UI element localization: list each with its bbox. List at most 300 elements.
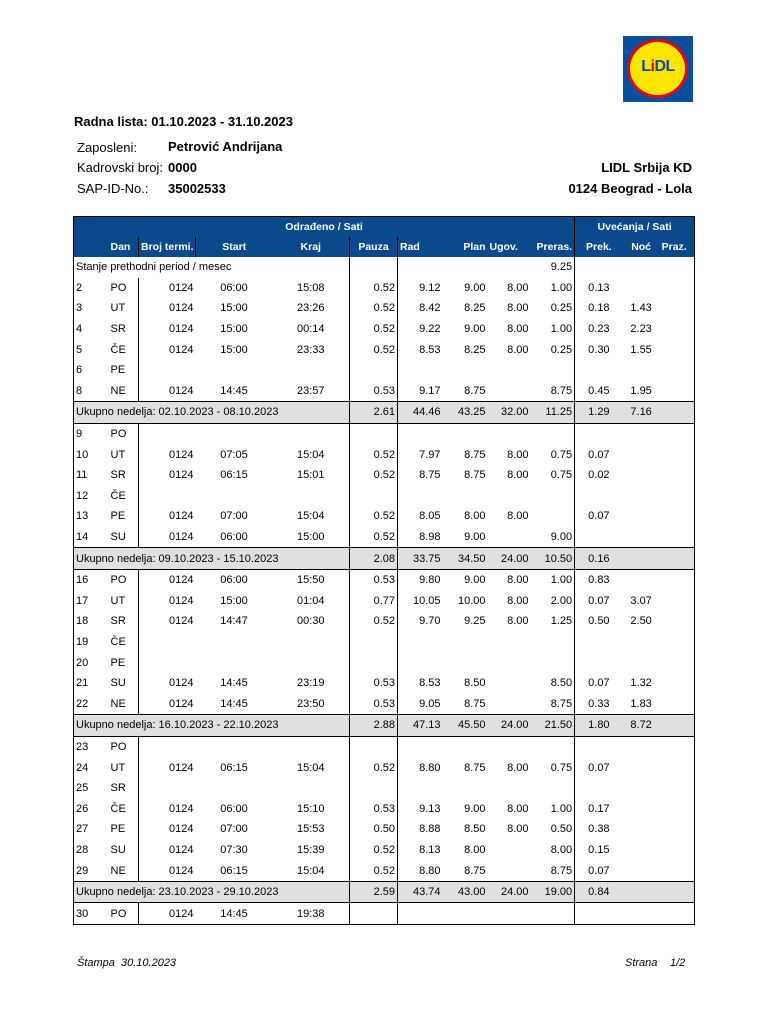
table-cell: 0124	[139, 444, 196, 465]
table-cell: 15:00	[220, 343, 248, 356]
table-cell	[196, 736, 273, 757]
table-cell: 1.00	[550, 281, 573, 294]
table-cell: PO	[110, 740, 127, 753]
table-cell: 6	[74, 360, 109, 381]
table-row	[74, 652, 695, 673]
table-cell	[139, 778, 196, 799]
table-cell: 0124	[139, 319, 196, 340]
summary-ugov: 24.00	[488, 715, 531, 737]
previous-period-label: Stanje prethodni period / mesec	[74, 257, 350, 278]
week-summary-row	[74, 548, 695, 570]
table-cell	[623, 860, 660, 881]
table-cell	[660, 819, 695, 840]
table-cell: SU	[110, 843, 126, 856]
table-cell: SR	[110, 782, 126, 795]
sap-value: 35002533	[168, 181, 226, 196]
table-cell: 06:00	[220, 531, 248, 544]
table-cell: 14:45	[220, 677, 248, 690]
previous-period-value: 9.25	[550, 261, 573, 274]
column-header: Ugov.	[488, 237, 531, 257]
table-cell	[398, 486, 443, 507]
table-cell	[623, 632, 660, 653]
summary-praz	[660, 881, 695, 903]
table-cell: 0124	[139, 673, 196, 694]
table-row	[74, 736, 695, 757]
table-cell: 0.07	[575, 860, 623, 881]
table-cell: 15:39	[296, 843, 325, 856]
table-cell: 0124	[139, 819, 196, 840]
table-cell: ČE	[110, 489, 126, 502]
table-cell: 7.97	[398, 444, 443, 465]
table-cell: 06:00	[220, 574, 248, 587]
table-cell: 23:57	[296, 384, 325, 397]
table-cell: 14:47	[220, 615, 248, 628]
table-cell	[623, 465, 660, 486]
table-cell	[660, 298, 695, 319]
table-row	[74, 778, 695, 799]
table-cell: 0.52	[350, 278, 398, 299]
summary-prek: 1.80	[575, 715, 623, 737]
table-cell: 9.25	[464, 615, 486, 628]
summary-rad: 33.75	[398, 548, 443, 570]
table-row	[74, 486, 695, 507]
table-cell: 1.55	[630, 343, 652, 356]
table-cell	[488, 778, 531, 799]
table-cell	[660, 632, 695, 653]
table-cell: 22	[74, 693, 109, 714]
table-row	[74, 465, 695, 486]
table-cell: 9.00	[464, 531, 486, 544]
week-summary-row	[74, 881, 695, 903]
table-cell	[660, 591, 695, 612]
table-cell: 18	[74, 611, 109, 632]
table-cell: 0124	[139, 611, 196, 632]
week-summary-label: Ukupno nedelja: 02.10.2023 - 08.10.2023	[74, 402, 350, 424]
table-cell: 8.75	[550, 864, 573, 877]
table-cell	[660, 444, 695, 465]
table-cell	[660, 652, 695, 673]
table-cell: 13	[74, 506, 109, 527]
column-header: Praz.	[660, 237, 695, 257]
table-cell: 15:00	[220, 323, 248, 336]
table-cell	[660, 465, 695, 486]
table-cell: UT	[110, 448, 126, 461]
table-row	[74, 673, 695, 694]
table-cell: 8.00	[507, 761, 529, 774]
table-cell: 0124	[139, 757, 196, 778]
table-cell	[443, 778, 488, 799]
table-cell: 0124	[139, 465, 196, 486]
table-cell: 0.75	[550, 469, 573, 482]
table-cell	[531, 506, 575, 527]
table-cell: 0.07	[575, 506, 623, 527]
table-cell: 0.52	[350, 860, 398, 881]
table-cell: 8.25	[464, 302, 486, 315]
table-cell: 0.53	[350, 381, 398, 402]
table-cell: 15:50	[296, 574, 325, 587]
table-cell: 0.23	[575, 319, 623, 340]
table-row	[74, 591, 695, 612]
table-cell	[350, 903, 398, 925]
table-cell	[623, 360, 660, 381]
table-cell	[623, 506, 660, 527]
table-cell: 0124	[139, 527, 196, 548]
table-row	[74, 360, 695, 381]
table-cell: UT	[110, 594, 126, 607]
table-row	[74, 693, 695, 714]
table-cell: 0124	[139, 339, 196, 360]
table-cell: 15:04	[296, 448, 325, 461]
table-cell: 8.00	[464, 843, 486, 856]
table-cell: 19:38	[273, 903, 350, 925]
table-cell	[273, 423, 350, 444]
table-cell: 12	[74, 486, 109, 507]
week-summary-label: Ukupno nedelja: 23.10.2023 - 29.10.2023	[74, 881, 350, 903]
table-cell: 15:00	[220, 594, 248, 607]
table-cell	[273, 652, 350, 673]
summary-rad: 44.46	[398, 402, 443, 424]
table-cell	[139, 736, 196, 757]
table-cell: 28	[74, 840, 109, 861]
table-cell	[531, 423, 575, 444]
table-cell: 01:04	[296, 594, 325, 607]
summary-ugov: 24.00	[488, 548, 531, 570]
table-cell	[350, 423, 398, 444]
table-cell	[350, 632, 398, 653]
table-cell: 14:45	[220, 697, 248, 710]
table-cell: 0.02	[575, 465, 623, 486]
table-cell: 3.07	[630, 594, 652, 607]
table-cell: 0.45	[575, 381, 623, 402]
table-cell: 17	[74, 591, 109, 612]
table-cell	[660, 319, 695, 340]
table-cell: 0.07	[575, 757, 623, 778]
table-cell: SR	[110, 323, 126, 336]
table-cell: 0.50	[550, 823, 573, 836]
table-cell: 8.53	[398, 339, 443, 360]
table-cell: 8.75	[464, 469, 486, 482]
table-row	[74, 278, 695, 299]
table-cell	[488, 527, 531, 548]
summary-pauza: 2.88	[350, 715, 398, 737]
table-cell: 0124	[139, 298, 196, 319]
table-cell	[273, 486, 350, 507]
table-cell: 0.53	[350, 693, 398, 714]
summary-pauza: 2.61	[350, 402, 398, 424]
table-cell: 9.05	[398, 693, 443, 714]
table-cell	[531, 486, 575, 507]
table-cell: PO	[109, 903, 139, 925]
table-cell: 15:01	[296, 469, 325, 482]
table-cell: 0124	[139, 903, 196, 925]
table-cell: 8.00	[507, 574, 529, 587]
table-cell	[575, 903, 623, 925]
table-cell: 8.00	[550, 843, 573, 856]
cell	[350, 257, 398, 278]
table-row	[74, 840, 695, 861]
column-header: Pauza	[350, 237, 398, 257]
week-summary-label: Ukupno nedelja: 16.10.2023 - 22.10.2023	[74, 715, 350, 737]
table-cell: 8.75	[464, 697, 486, 710]
table-cell: 0.30	[575, 339, 623, 360]
table-cell: 1.43	[630, 302, 652, 315]
table-cell: 9.17	[398, 381, 443, 402]
table-cell: UT	[110, 302, 126, 315]
group-header-bonus: Uvećanja / Sati	[575, 217, 695, 238]
table-cell: 00:30	[296, 615, 325, 628]
table-cell: 8.50	[464, 677, 486, 690]
table-cell	[443, 632, 488, 653]
table-cell: 8.00	[507, 802, 529, 815]
table-cell: 30	[74, 903, 109, 925]
table-cell: 1.00	[550, 574, 573, 587]
table-cell	[623, 840, 660, 861]
table-cell: 9	[74, 423, 109, 444]
table-cell	[660, 736, 695, 757]
table-cell: 0.53	[350, 569, 398, 590]
table-cell: 8.80	[398, 757, 443, 778]
table-cell	[488, 903, 531, 925]
table-cell: 8.75	[464, 384, 486, 397]
summary-praz	[660, 715, 695, 737]
column-header: Rad	[398, 237, 443, 257]
week-summary-row	[74, 402, 695, 424]
cell	[398, 257, 531, 278]
table-cell	[575, 423, 623, 444]
table-cell: 2.50	[630, 615, 652, 628]
table-cell: 11	[74, 465, 109, 486]
table-cell: 23:26	[296, 302, 325, 315]
table-cell: 25	[74, 778, 109, 799]
table-cell	[443, 360, 488, 381]
page-title: Radna lista: 01.10.2023 - 31.10.2023	[74, 114, 293, 129]
table-cell: 15:04	[296, 510, 325, 523]
staff-no-label: Kadrovski broj:	[77, 160, 163, 175]
table-cell: SU	[110, 677, 126, 690]
table-row	[74, 339, 695, 360]
table-cell	[575, 736, 623, 757]
store-name: 0124 Beograd - Lola	[568, 181, 692, 196]
table-cell: 0.18	[575, 298, 623, 319]
table-cell: UT	[110, 761, 126, 774]
table-cell	[488, 652, 531, 673]
column-header: Plan	[443, 237, 488, 257]
summary-prek: 0.16	[575, 548, 623, 570]
table-row	[74, 632, 695, 653]
table-cell: 8.00	[507, 323, 529, 336]
table-cell: 23:50	[296, 697, 325, 710]
table-cell: NE	[110, 864, 126, 877]
table-cell: 2.00	[550, 594, 573, 607]
table-cell: PE	[110, 364, 126, 377]
table-cell: 2	[74, 278, 109, 299]
table-cell: 0124	[139, 693, 196, 714]
table-row	[74, 319, 695, 340]
table-cell	[443, 652, 488, 673]
summary-noc: 8.72	[623, 715, 660, 737]
table-cell: 0.38	[575, 819, 623, 840]
table-cell	[488, 423, 531, 444]
summary-noc	[623, 548, 660, 570]
table-row	[74, 506, 695, 527]
table-cell	[660, 360, 695, 381]
summary-plan: 45.50	[443, 715, 488, 737]
table-cell: 8.05	[398, 506, 443, 527]
table-cell: 10.00	[457, 594, 486, 607]
summary-pauza: 2.08	[350, 548, 398, 570]
print-date: 30.10.2023	[121, 957, 177, 969]
table-cell: 0.83	[575, 569, 623, 590]
table-row	[74, 860, 695, 881]
summary-praz	[660, 402, 695, 424]
table-cell: 8.75	[464, 761, 486, 774]
table-cell	[660, 486, 695, 507]
summary-preras: 21.50	[531, 715, 575, 737]
table-cell: 8.00	[507, 469, 529, 482]
table-cell	[443, 903, 488, 925]
table-cell: 0.75	[550, 761, 573, 774]
table-row	[74, 298, 695, 319]
table-cell	[660, 423, 695, 444]
table-cell	[660, 798, 695, 819]
table-cell	[575, 486, 623, 507]
table-cell	[623, 569, 660, 590]
column-header-row	[74, 237, 695, 257]
table-cell: 0.52	[350, 506, 398, 527]
company-name: LIDL Srbija KD	[601, 160, 692, 175]
table-cell: PE	[110, 510, 126, 523]
print-label: Štampa	[77, 957, 115, 969]
table-cell: 15:53	[296, 823, 325, 836]
table-cell: 0.75	[550, 448, 573, 461]
table-cell	[575, 360, 623, 381]
table-cell: ČE	[110, 802, 126, 815]
summary-ugov: 32.00	[488, 402, 531, 424]
summary-rad: 43.74	[398, 881, 443, 903]
table-cell: 8.42	[398, 298, 443, 319]
table-cell: 0.77	[350, 591, 398, 612]
table-cell: 0.53	[350, 798, 398, 819]
table-cell: 8.75	[550, 697, 573, 710]
table-cell	[488, 860, 531, 881]
table-cell	[531, 360, 575, 381]
table-cell	[623, 736, 660, 757]
table-cell: 06:00	[220, 281, 248, 294]
table-cell	[660, 757, 695, 778]
table-cell: 8.53	[398, 673, 443, 694]
table-cell: 0.52	[350, 319, 398, 340]
table-row	[74, 381, 695, 402]
table-cell: 0.17	[575, 798, 623, 819]
table-cell: SR	[110, 469, 126, 482]
table-cell	[273, 778, 350, 799]
table-cell	[350, 360, 398, 381]
column-header: Kraj	[273, 237, 350, 257]
table-cell: 5	[74, 339, 109, 360]
table-cell	[488, 693, 531, 714]
table-cell	[531, 903, 575, 925]
table-cell: 8.00	[507, 343, 529, 356]
table-row	[74, 611, 695, 632]
table-cell	[273, 736, 350, 757]
table-cell: 8.00	[507, 281, 529, 294]
column-header: Preras.	[531, 237, 575, 257]
table-cell: 8.13	[398, 840, 443, 861]
table-cell: 0124	[139, 506, 196, 527]
table-cell	[660, 778, 695, 799]
summary-preras: 11.25	[531, 402, 575, 424]
table-cell	[139, 360, 196, 381]
table-cell	[575, 652, 623, 673]
table-cell: 0.52	[350, 339, 398, 360]
table-cell: PE	[110, 656, 126, 669]
table-cell	[660, 860, 695, 881]
table-cell: 1.00	[550, 323, 573, 336]
table-cell	[531, 632, 575, 653]
employee-label: Zaposleni:	[77, 140, 137, 155]
table-cell	[350, 652, 398, 673]
table-cell: 8.25	[464, 343, 486, 356]
table-cell: 15:00	[296, 531, 325, 544]
table-cell: 1.32	[630, 677, 652, 690]
table-cell: 1.95	[630, 384, 652, 397]
summary-praz	[660, 548, 695, 570]
table-cell	[196, 486, 273, 507]
table-cell	[660, 840, 695, 861]
table-cell: NE	[110, 697, 126, 710]
table-cell	[575, 632, 623, 653]
table-cell	[531, 652, 575, 673]
table-cell	[623, 423, 660, 444]
summary-noc: 7.16	[623, 402, 660, 424]
column-header: Dan	[109, 237, 139, 257]
table-cell: 06:00	[220, 802, 248, 815]
table-cell	[623, 757, 660, 778]
table-cell: 9.12	[398, 278, 443, 299]
table-cell: SU	[110, 531, 126, 544]
table-cell: 15:08	[296, 281, 325, 294]
table-cell	[623, 819, 660, 840]
table-cell: 0.50	[575, 611, 623, 632]
table-cell: 8.00	[507, 594, 529, 607]
cell	[575, 257, 695, 278]
table-cell: SR	[110, 615, 126, 628]
table-cell	[623, 903, 660, 925]
table-cell: 3	[74, 298, 109, 319]
table-cell: 06:15	[220, 469, 248, 482]
table-cell	[488, 381, 531, 402]
table-cell	[350, 486, 398, 507]
table-cell: 0.52	[350, 840, 398, 861]
table-cell: 9.70	[398, 611, 443, 632]
table-cell: 8.50	[464, 823, 486, 836]
table-cell: 00:14	[296, 323, 325, 336]
table-cell: 8	[74, 381, 109, 402]
table-cell	[443, 736, 488, 757]
table-cell: 07:00	[220, 510, 248, 523]
table-cell: 2.23	[630, 323, 652, 336]
table-cell: 20	[74, 652, 109, 673]
table-cell	[488, 632, 531, 653]
group-header-row	[74, 217, 695, 238]
table-cell: 9.00	[550, 531, 573, 544]
table-cell	[660, 527, 695, 548]
column-header: Prek.	[575, 237, 623, 257]
table-cell: 8.00	[507, 448, 529, 461]
table-cell: 8.88	[398, 819, 443, 840]
table-cell: 8.80	[398, 860, 443, 881]
table-cell: 0.52	[350, 611, 398, 632]
